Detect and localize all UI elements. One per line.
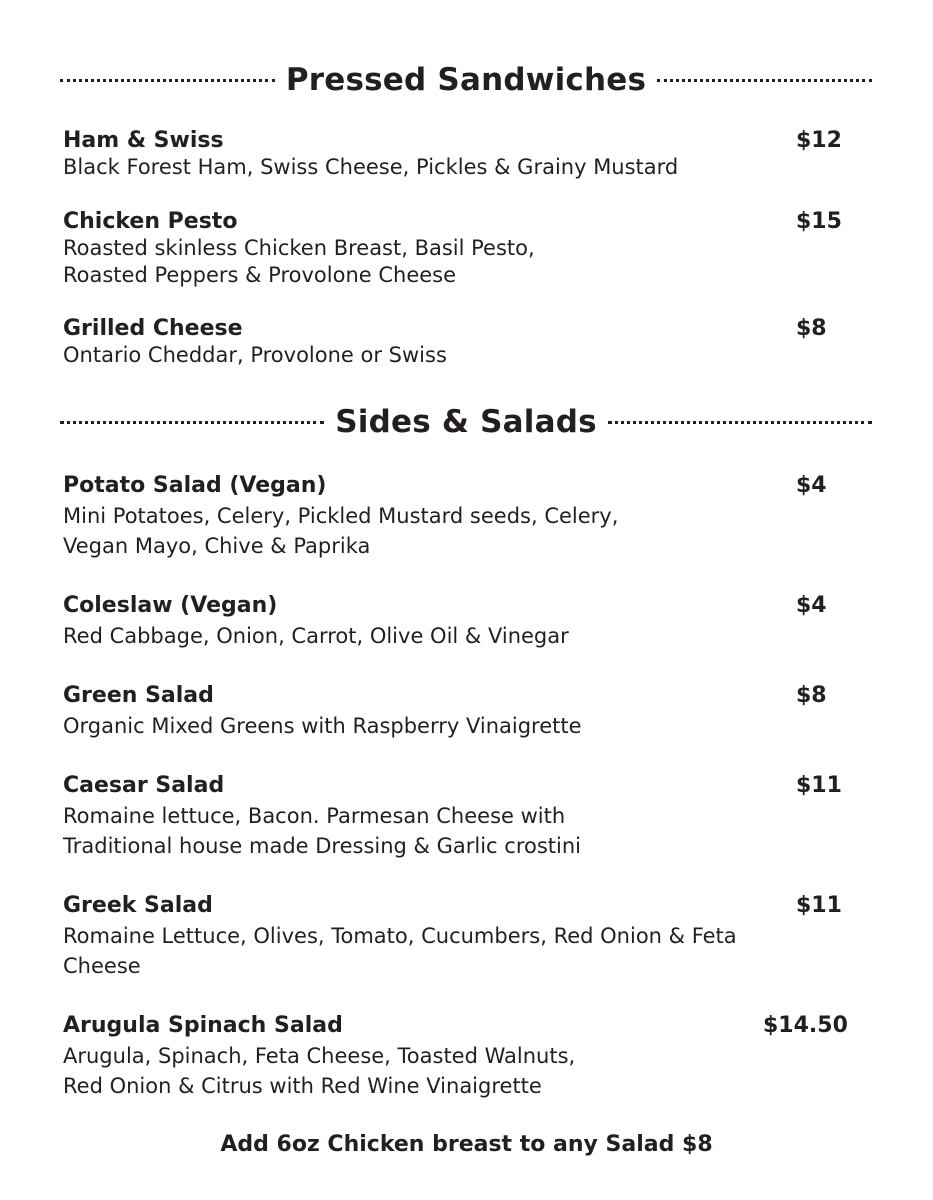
item-name: Ham & Swiss (63, 128, 224, 153)
item-price: $15 (796, 209, 842, 234)
menu-item-potato-salad (63, 471, 853, 561)
menu-item-ham-swiss (63, 127, 853, 181)
item-price: $8 (796, 316, 827, 341)
item-description: Romaine lettuce, Bacon. Parmesan Cheese with Traditional house made Dressing & Garlic crostini (63, 804, 581, 858)
item-description: Ontario Cheddar, Provolone or Swiss (63, 343, 447, 367)
dotted-rule-right (657, 79, 872, 82)
item-name: Caesar Salad (63, 773, 225, 798)
section-header-sandwiches (60, 62, 872, 98)
item-price: $8 (796, 683, 827, 708)
item-name: Chicken Pesto (63, 209, 238, 234)
item-description: Arugula, Spinach, Feta Cheese, Toasted Walnuts, Red Onion & Citrus with Red Wine Vinaigrette (63, 1044, 576, 1098)
menu-item-green-salad (63, 681, 853, 741)
item-name: Arugula Spinach Salad (63, 1013, 343, 1038)
item-name: Greek Salad (63, 893, 213, 918)
dotted-rule-right (608, 421, 872, 424)
item-price: $4 (796, 593, 827, 618)
item-description: Organic Mixed Greens with Raspberry Vinaigrette (63, 714, 582, 738)
item-description: Romaine Lettuce, Olives, Tomato, Cucumbers, Red Onion & Feta Cheese (63, 924, 737, 978)
menu-item-grilled-cheese (63, 315, 853, 369)
footer-note: Add 6oz Chicken breast to any Salad $8 (220, 1132, 713, 1157)
menu-item-arugula-spinach-salad (63, 1011, 853, 1101)
menu-item-greek-salad (63, 891, 853, 981)
section-title: Pressed Sandwiches (285, 62, 647, 98)
item-price: $4 (796, 473, 827, 498)
menu-item-coleslaw (63, 591, 853, 651)
dotted-rule-left (60, 79, 275, 82)
item-price: $11 (796, 773, 842, 798)
dotted-rule-left (60, 421, 324, 424)
item-description: Roasted skinless Chicken Breast, Basil Pesto, Roasted Peppers & Provolone Cheese (63, 236, 535, 287)
item-name: Potato Salad (Vegan) (63, 473, 327, 498)
item-description: Red Cabbage, Onion, Carrot, Olive Oil & Vinegar (63, 624, 569, 648)
item-name: Coleslaw (Vegan) (63, 593, 278, 618)
section-title: Sides & Salads (335, 404, 597, 440)
menu-item-caesar-salad (63, 771, 853, 861)
item-price: $11 (796, 893, 842, 918)
item-name: Green Salad (63, 683, 214, 708)
menu-item-chicken-pesto (63, 208, 853, 289)
item-price: $12 (796, 128, 842, 153)
item-name: Grilled Cheese (63, 316, 243, 341)
item-description: Mini Potatoes, Celery, Pickled Mustard seeds, Celery, Vegan Mayo, Chive & Paprika (63, 504, 619, 558)
item-price: $14.50 (763, 1013, 848, 1038)
section-header-sides-salads (60, 404, 872, 440)
item-description: Black Forest Ham, Swiss Cheese, Pickles & Grainy Mustard (63, 155, 679, 179)
